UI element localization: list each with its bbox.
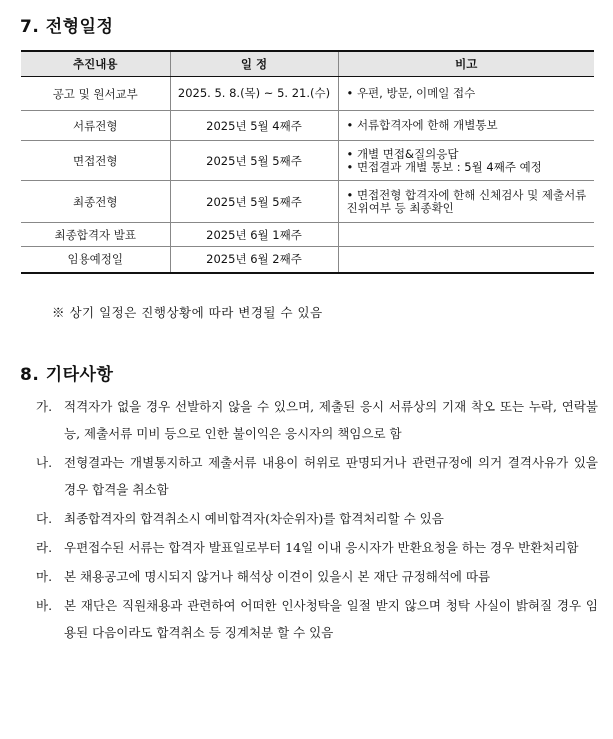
row-date: 2025년 6월 1째주	[170, 223, 338, 247]
remark-line: • 서류합격자에 한해 개별통보	[346, 118, 498, 132]
list-item-text: 본 재단은 직원채용과 관련하여 어떠한 인사청탁을 일절 받지 않으며 청탁 사실이 밝혀질 경우 임용된 다음이라도 합격취소 등 징계처분 할 수 있음	[64, 598, 598, 640]
row-item: 임용예정일	[21, 247, 170, 273]
remark-line: • 개별 면접&질의응답	[346, 146, 459, 161]
list-item	[36, 449, 598, 503]
table-row	[21, 111, 594, 141]
list-item-mark: 바.	[36, 598, 53, 613]
list-item-mark: 나.	[36, 455, 53, 470]
list-item-mark: 가.	[36, 399, 53, 414]
table-row	[21, 141, 594, 181]
list-item-text: 최종합격자의 합격취소시 예비합격자(차순위자)를 합격처리할 수 있음	[64, 511, 444, 526]
list-item	[36, 563, 598, 590]
list-item-mark: 라.	[36, 540, 53, 555]
row-date: 2025년 5월 5째주	[170, 141, 338, 181]
remark-line: • 면접전형 합격자에 한해 신체검사 및 제출서류 진위여부 등 최종확인	[346, 187, 587, 215]
row-remarks	[338, 77, 594, 111]
section-8-title: 8. 기타사항	[20, 365, 114, 385]
row-remarks	[338, 247, 594, 273]
schedule-note: ※ 상기 일정은 진행상황에 따라 변경될 수 있음	[52, 305, 323, 320]
row-item: 면접전형	[21, 141, 170, 181]
table-row	[21, 181, 594, 223]
row-remarks	[338, 111, 594, 141]
header-item: 추진내용	[21, 51, 170, 77]
row-date: 2025년 6월 2째주	[170, 247, 338, 273]
list-item	[36, 534, 598, 561]
row-date: 2025. 5. 8.(목) ~ 5. 21.(수)	[170, 77, 338, 111]
list-item-mark: 마.	[36, 569, 53, 584]
section-7-title: 7. 전형일정	[20, 17, 114, 37]
remark-line: • 면접결과 개별 통보 : 5월 4째주 예정	[346, 159, 542, 174]
misc-items-list	[36, 393, 598, 648]
list-item	[36, 505, 598, 532]
row-date: 2025년 5월 4째주	[170, 111, 338, 141]
row-remarks	[338, 141, 594, 181]
row-item: 최종전형	[21, 181, 170, 223]
header-remarks: 비고	[338, 51, 594, 77]
list-item-text: 적격자가 없을 경우 선발하지 않을 수 있으며, 제출된 응시 서류상의 기재 착오 또는 누락, 연락불능, 제출서류 미비 등으로 인한 불이익은 응시자의 책임으로 함	[64, 399, 598, 441]
row-item: 최종합격자 발표	[21, 223, 170, 247]
table-row	[21, 247, 594, 273]
list-item-mark: 다.	[36, 511, 53, 526]
list-item-text: 전형결과는 개별통지하고 제출서류 내용이 허위로 판명되거나 관련규정에 의거 결격사유가 있을 경우 합격을 취소함	[64, 455, 598, 497]
schedule-body	[21, 77, 594, 273]
row-remarks	[338, 223, 594, 247]
list-item	[36, 592, 598, 646]
header-date: 일 정	[170, 51, 338, 77]
table-header-row	[21, 51, 594, 77]
list-item-text: 본 채용공고에 명시되지 않거나 해석상 이견이 있을시 본 재단 규정해석에 따름	[64, 569, 491, 584]
list-item	[36, 393, 598, 447]
list-item-text: 우편접수된 서류는 합격자 발표일로부터 14일 이내 응시자가 반환요청을 하는 경우 반환처리함	[64, 540, 579, 555]
row-item: 서류전형	[21, 111, 170, 141]
row-item: 공고 및 원서교부	[21, 77, 170, 111]
table-row	[21, 77, 594, 111]
row-date: 2025년 5월 5째주	[170, 181, 338, 223]
row-remarks	[338, 181, 594, 223]
remark-line: • 우편, 방문, 이메일 접수	[346, 86, 476, 100]
table-row	[21, 223, 594, 247]
schedule-table	[21, 50, 594, 274]
